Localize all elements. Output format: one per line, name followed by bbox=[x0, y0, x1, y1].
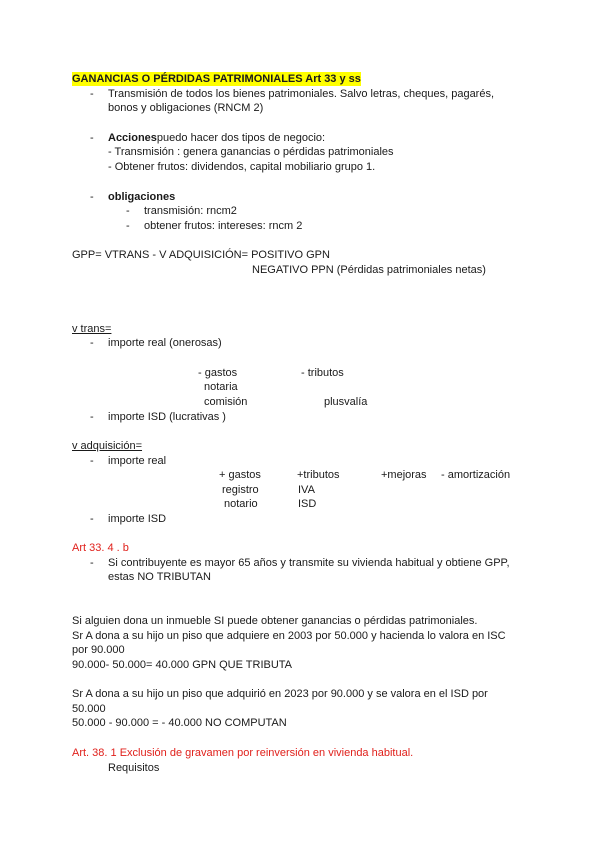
bullet-dash: - bbox=[90, 557, 94, 569]
acciones-text: puedo hacer dos tipos de negocio: bbox=[156, 132, 326, 144]
bullet-dash: - bbox=[90, 411, 94, 423]
sub-bullet-dash: - bbox=[126, 220, 130, 232]
vtrans-item-1: importe real (onerosas) bbox=[108, 337, 222, 349]
ejemplo-1-line-3: 90.000- 50.000= 40.000 GPN QUE TRIBUTA bbox=[72, 659, 293, 671]
vtrans-item-2: importe ISD (lucrativas ) bbox=[108, 411, 226, 423]
transmision-line-1: Transmisión de todos los bienes patrimoniales. Salvo letras, cheques, pagarés, bbox=[108, 88, 495, 100]
art-33-4-line-1: Si contribuyente es mayor 65 años y transmite su vivienda habitual y obtiene GPP, bbox=[108, 557, 510, 569]
vadq-notario: notario bbox=[224, 498, 258, 510]
vadq-item-2: importe ISD bbox=[108, 513, 167, 525]
gpp-negativo: NEGATIVO PPN (Pérdidas patrimoniales netas) bbox=[252, 264, 486, 276]
ejemplo-2-line-3: 50.000 - 90.000 = - 40.000 NO COMPUTAN bbox=[72, 717, 287, 729]
requisitos-label: Requisitos bbox=[108, 762, 160, 774]
art-33-4-title: Art 33. 4 . b bbox=[72, 542, 129, 554]
obligaciones-label: obligaciones bbox=[108, 191, 176, 203]
vadq-mejoras: +mejoras bbox=[381, 469, 427, 481]
art-33-4-line-2: estas NO TRIBUTAN bbox=[108, 571, 211, 583]
vtrans-title: v trans= bbox=[72, 323, 112, 335]
vadq-amortizacion: - amortización bbox=[441, 469, 511, 481]
bullet-dash: - bbox=[90, 88, 94, 100]
ejemplo-1-line-2: por 90.000 bbox=[72, 644, 125, 656]
vadq-isd: ISD bbox=[298, 498, 317, 510]
acciones-line bbox=[108, 131, 325, 145]
transmision-line-2: bonos y obligaciones (RNCM 2) bbox=[108, 102, 264, 114]
ejemplo-1-line-1: Sr A dona a su hijo un piso que adquiere en 2003 por 50.000 y hacienda lo valora en ISC bbox=[72, 630, 506, 642]
acciones-label: Acciones bbox=[108, 132, 157, 144]
ejemplo-2-line-2: 50.000 bbox=[72, 703, 106, 715]
vadq-registro: registro bbox=[222, 484, 259, 496]
vadq-item-1: importe real bbox=[108, 455, 167, 467]
dona-intro: Si alguien dona un inmueble SI puede obtener ganancias o pérdidas patrimoniales. bbox=[72, 615, 478, 627]
vtrans-notaria: notaria bbox=[204, 381, 238, 393]
page-heading: GANANCIAS O PÉRDIDAS PATRIMONIALES Art 33 y ss bbox=[72, 73, 361, 85]
bullet-dash: - bbox=[90, 455, 94, 467]
vadq-gastos: + gastos bbox=[219, 469, 261, 481]
vadq-title: v adquisición= bbox=[72, 440, 143, 452]
obligaciones-sub-1: transmisión: rncm2 bbox=[144, 205, 237, 217]
vtrans-comision: comisión bbox=[204, 396, 248, 408]
ejemplo-2-line-1: Sr A dona a su hijo un piso que adquirió en 2023 por 90.000 y se valora en el ISD por bbox=[72, 688, 488, 700]
vtrans-plusvalia: plusvalía bbox=[324, 396, 368, 408]
vtrans-tributos: - tributos bbox=[301, 367, 344, 379]
vadq-tributos: +tributos bbox=[297, 469, 340, 481]
acciones-sub-1: - Transmisión : genera ganancias o pérdidas patrimoniales bbox=[108, 146, 394, 158]
obligaciones-sub-2: obtener frutos: intereses: rncm 2 bbox=[144, 220, 303, 232]
acciones-sub-2: - Obtener frutos: dividendos, capital mobiliario grupo 1. bbox=[108, 161, 376, 173]
vadq-iva: IVA bbox=[298, 484, 315, 496]
art-38-1-title: Art. 38. 1 Exclusión de gravamen por reinversión en vivienda habitual. bbox=[72, 747, 414, 759]
bullet-dash: - bbox=[90, 132, 94, 144]
bullet-dash: - bbox=[90, 337, 94, 349]
bullet-dash: - bbox=[90, 191, 94, 203]
bullet-dash: - bbox=[90, 513, 94, 525]
gpp-formula: GPP= VTRANS - V ADQUISICIÓN= POSITIVO GPN bbox=[72, 249, 330, 261]
sub-bullet-dash: - bbox=[126, 205, 130, 217]
vtrans-gastos: - gastos bbox=[198, 367, 238, 379]
